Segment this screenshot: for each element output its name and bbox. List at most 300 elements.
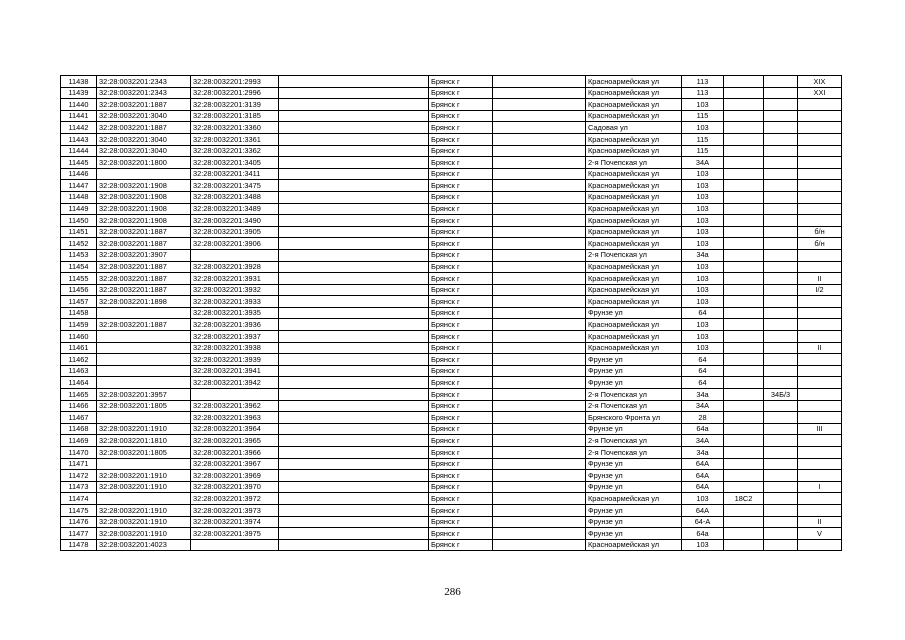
cell-row-number: 11457	[61, 296, 97, 308]
cell-corpus	[764, 539, 798, 551]
cell-empty-column	[279, 354, 429, 366]
cell-empty-column	[279, 389, 429, 401]
cell-city: Брянск г	[429, 76, 493, 88]
table-row	[61, 168, 842, 180]
cell-cadastral-number: 32:28:0032201:3969	[191, 470, 279, 482]
cell-building	[724, 319, 764, 331]
cell-corpus	[764, 203, 798, 215]
cell-corpus	[764, 76, 798, 88]
cell-street: Фрунзе ул	[586, 504, 682, 516]
cell-row-number: 11463	[61, 365, 97, 377]
cell-city: Брянск г	[429, 412, 493, 424]
cell-room-number	[798, 504, 842, 516]
cell-parent-cadastral-number	[97, 354, 191, 366]
table-row	[61, 400, 842, 412]
cell-house-number: 64а	[682, 528, 724, 540]
cell-house-number: 103	[682, 238, 724, 250]
cell-district	[493, 435, 586, 447]
table-row	[61, 87, 842, 99]
cell-building	[724, 400, 764, 412]
cell-city: Брянск г	[429, 481, 493, 493]
cell-parent-cadastral-number	[97, 307, 191, 319]
cell-city: Брянск г	[429, 423, 493, 435]
cell-parent-cadastral-number	[97, 412, 191, 424]
cell-corpus	[764, 238, 798, 250]
cell-district	[493, 157, 586, 169]
cell-district	[493, 365, 586, 377]
cell-house-number: 103	[682, 99, 724, 111]
cell-district	[493, 470, 586, 482]
cell-row-number: 11453	[61, 249, 97, 261]
cell-room-number	[798, 122, 842, 134]
cell-parent-cadastral-number: 32:28:0032201:1910	[97, 528, 191, 540]
cell-district	[493, 110, 586, 122]
cell-row-number: 11449	[61, 203, 97, 215]
cell-cadastral-number: 32:28:0032201:3937	[191, 331, 279, 343]
cell-district	[493, 331, 586, 343]
cell-street: Красноармейская ул	[586, 87, 682, 99]
cell-district	[493, 145, 586, 157]
cell-row-number: 11478	[61, 539, 97, 551]
cell-cadastral-number: 32:28:0032201:3933	[191, 296, 279, 308]
cell-room-number	[798, 458, 842, 470]
table-row	[61, 157, 842, 169]
cell-parent-cadastral-number: 32:28:0032201:1910	[97, 470, 191, 482]
cell-corpus	[764, 458, 798, 470]
cell-cadastral-number: 32:28:0032201:2996	[191, 87, 279, 99]
cell-parent-cadastral-number: 32:28:0032201:3040	[97, 145, 191, 157]
cell-street: Фрунзе ул	[586, 528, 682, 540]
cell-cadastral-number: 32:28:0032201:3361	[191, 133, 279, 145]
cell-cadastral-number: 32:28:0032201:3905	[191, 226, 279, 238]
cell-city: Брянск г	[429, 435, 493, 447]
cell-parent-cadastral-number: 32:28:0032201:1887	[97, 284, 191, 296]
cell-corpus	[764, 215, 798, 227]
cell-building	[724, 296, 764, 308]
cell-empty-column	[279, 273, 429, 285]
table-row	[61, 331, 842, 343]
cell-cadastral-number: 32:28:0032201:3185	[191, 110, 279, 122]
page-number: 286	[444, 586, 461, 598]
cell-house-number: 64А	[682, 458, 724, 470]
cell-district	[493, 307, 586, 319]
table-row	[61, 191, 842, 203]
cell-row-number: 11475	[61, 504, 97, 516]
cell-corpus	[764, 87, 798, 99]
cell-building	[724, 331, 764, 343]
cell-building	[724, 226, 764, 238]
cell-empty-column	[279, 481, 429, 493]
cell-row-number: 11451	[61, 226, 97, 238]
cell-room-number	[798, 191, 842, 203]
cell-city: Брянск г	[429, 226, 493, 238]
table-row	[61, 319, 842, 331]
cell-city: Брянск г	[429, 528, 493, 540]
cell-row-number: 11440	[61, 99, 97, 111]
cell-city: Брянск г	[429, 133, 493, 145]
cell-street: Брянского Фронта ул	[586, 412, 682, 424]
cell-street: Красноармейская ул	[586, 180, 682, 192]
cell-house-number: 103	[682, 273, 724, 285]
cell-district	[493, 342, 586, 354]
cell-corpus	[764, 122, 798, 134]
table-row	[61, 99, 842, 111]
cell-district	[493, 180, 586, 192]
table-row	[61, 342, 842, 354]
cell-building	[724, 133, 764, 145]
cell-room-number: II	[798, 273, 842, 285]
cell-district	[493, 215, 586, 227]
cell-district	[493, 122, 586, 134]
cell-city: Брянск г	[429, 331, 493, 343]
cell-city: Брянск г	[429, 354, 493, 366]
cell-city: Брянск г	[429, 365, 493, 377]
cell-building	[724, 238, 764, 250]
cell-building	[724, 354, 764, 366]
cell-corpus	[764, 307, 798, 319]
cell-street: Красноармейская ул	[586, 203, 682, 215]
cell-empty-column	[279, 99, 429, 111]
cell-parent-cadastral-number: 32:28:0032201:3040	[97, 133, 191, 145]
cell-house-number: 103	[682, 319, 724, 331]
cell-house-number: 34А	[682, 435, 724, 447]
cell-row-number: 11470	[61, 447, 97, 459]
table-row	[61, 261, 842, 273]
cell-parent-cadastral-number: 32:28:0032201:1805	[97, 400, 191, 412]
table-row	[61, 145, 842, 157]
cell-district	[493, 377, 586, 389]
cell-city: Брянск г	[429, 180, 493, 192]
cell-house-number: 103	[682, 180, 724, 192]
cell-street: Фрунзе ул	[586, 307, 682, 319]
cell-house-number: 115	[682, 133, 724, 145]
cell-district	[493, 168, 586, 180]
cell-district	[493, 226, 586, 238]
cell-corpus	[764, 191, 798, 203]
cell-room-number	[798, 203, 842, 215]
cell-corpus	[764, 296, 798, 308]
table-row	[61, 435, 842, 447]
cell-street: Садовая ул	[586, 122, 682, 134]
cell-empty-column	[279, 528, 429, 540]
cell-corpus	[764, 377, 798, 389]
cell-house-number: 103	[682, 261, 724, 273]
cell-street: Красноармейская ул	[586, 493, 682, 505]
cell-room-number	[798, 493, 842, 505]
cell-empty-column	[279, 238, 429, 250]
cell-cadastral-number: 32:28:0032201:3931	[191, 273, 279, 285]
cell-city: Брянск г	[429, 145, 493, 157]
cell-empty-column	[279, 122, 429, 134]
cell-building	[724, 273, 764, 285]
cell-corpus	[764, 365, 798, 377]
table-row	[61, 412, 842, 424]
cell-cadastral-number: 32:28:0032201:3966	[191, 447, 279, 459]
cell-street: 2-я Почепская ул	[586, 435, 682, 447]
table-row	[61, 354, 842, 366]
cell-cadastral-number: 32:28:0032201:3936	[191, 319, 279, 331]
cell-building	[724, 423, 764, 435]
cell-cadastral-number	[191, 539, 279, 551]
cell-building	[724, 342, 764, 354]
cell-parent-cadastral-number: 32:28:0032201:1910	[97, 516, 191, 528]
cell-empty-column	[279, 435, 429, 447]
cell-corpus	[764, 470, 798, 482]
cell-street: Красноармейская ул	[586, 76, 682, 88]
cell-house-number: 103	[682, 168, 724, 180]
cell-street: 2-я Почепская ул	[586, 249, 682, 261]
cell-cadastral-number	[191, 249, 279, 261]
cell-street: Красноармейская ул	[586, 99, 682, 111]
cell-street: Фрунзе ул	[586, 470, 682, 482]
cell-city: Брянск г	[429, 191, 493, 203]
cell-city: Брянск г	[429, 377, 493, 389]
cell-cadastral-number: 32:28:0032201:3964	[191, 423, 279, 435]
cell-cadastral-number: 32:28:0032201:3405	[191, 157, 279, 169]
cell-city: Брянск г	[429, 319, 493, 331]
cell-cadastral-number: 32:28:0032201:3970	[191, 481, 279, 493]
cell-corpus	[764, 99, 798, 111]
cell-building	[724, 528, 764, 540]
cell-street: Красноармейская ул	[586, 273, 682, 285]
cell-house-number: 28	[682, 412, 724, 424]
cell-corpus	[764, 145, 798, 157]
cell-street: Фрунзе ул	[586, 481, 682, 493]
cell-corpus	[764, 423, 798, 435]
cell-empty-column	[279, 342, 429, 354]
cell-room-number: III	[798, 423, 842, 435]
cell-city: Брянск г	[429, 249, 493, 261]
cell-row-number: 11452	[61, 238, 97, 250]
table-row	[61, 238, 842, 250]
cell-house-number: 64а	[682, 423, 724, 435]
cell-room-number: XXI	[798, 87, 842, 99]
cell-district	[493, 261, 586, 273]
cell-row-number: 11472	[61, 470, 97, 482]
table-row	[61, 458, 842, 470]
cell-city: Брянск г	[429, 122, 493, 134]
cell-cadastral-number: 32:28:0032201:3975	[191, 528, 279, 540]
cell-empty-column	[279, 180, 429, 192]
cell-empty-column	[279, 319, 429, 331]
cell-corpus	[764, 481, 798, 493]
cell-house-number: 103	[682, 493, 724, 505]
cell-parent-cadastral-number	[97, 331, 191, 343]
cell-district	[493, 76, 586, 88]
cell-room-number	[798, 389, 842, 401]
cell-parent-cadastral-number	[97, 365, 191, 377]
cell-empty-column	[279, 191, 429, 203]
cell-corpus	[764, 133, 798, 145]
cell-district	[493, 319, 586, 331]
cell-parent-cadastral-number: 32:28:0032201:1887	[97, 226, 191, 238]
cell-street: Красноармейская ул	[586, 539, 682, 551]
cell-empty-column	[279, 215, 429, 227]
cell-row-number: 11450	[61, 215, 97, 227]
cell-house-number: 34а	[682, 389, 724, 401]
cell-city: Брянск г	[429, 238, 493, 250]
cell-building	[724, 539, 764, 551]
cell-empty-column	[279, 539, 429, 551]
cell-building	[724, 504, 764, 516]
cell-street: Красноармейская ул	[586, 319, 682, 331]
cell-row-number: 11445	[61, 157, 97, 169]
cell-building	[724, 145, 764, 157]
cell-corpus	[764, 504, 798, 516]
cell-city: Брянск г	[429, 284, 493, 296]
table-row	[61, 273, 842, 285]
cell-row-number: 11459	[61, 319, 97, 331]
cell-row-number: 11462	[61, 354, 97, 366]
cell-empty-column	[279, 423, 429, 435]
cell-row-number: 11448	[61, 191, 97, 203]
cell-house-number: 103	[682, 226, 724, 238]
table-row	[61, 365, 842, 377]
cell-house-number: 64-А	[682, 516, 724, 528]
cell-empty-column	[279, 412, 429, 424]
cell-building	[724, 76, 764, 88]
cell-street: Красноармейская ул	[586, 226, 682, 238]
cell-building	[724, 215, 764, 227]
cell-row-number: 11439	[61, 87, 97, 99]
cell-row-number: 11441	[61, 110, 97, 122]
cell-corpus	[764, 319, 798, 331]
cell-street: Красноармейская ул	[586, 215, 682, 227]
cell-corpus	[764, 412, 798, 424]
cell-corpus	[764, 284, 798, 296]
cell-parent-cadastral-number: 32:28:0032201:1810	[97, 435, 191, 447]
cell-building	[724, 377, 764, 389]
cell-room-number	[798, 447, 842, 459]
cell-row-number: 11447	[61, 180, 97, 192]
cell-parent-cadastral-number: 32:28:0032201:3957	[97, 389, 191, 401]
cell-row-number: 11464	[61, 377, 97, 389]
cell-district	[493, 273, 586, 285]
cell-district	[493, 249, 586, 261]
cell-city: Брянск г	[429, 203, 493, 215]
cell-corpus	[764, 342, 798, 354]
cell-district	[493, 400, 586, 412]
table-row	[61, 203, 842, 215]
cell-house-number: 103	[682, 342, 724, 354]
cell-room-number	[798, 377, 842, 389]
cell-house-number: 64	[682, 377, 724, 389]
cell-building	[724, 203, 764, 215]
cell-street: Фрунзе ул	[586, 354, 682, 366]
cell-row-number: 11477	[61, 528, 97, 540]
cell-building	[724, 447, 764, 459]
cell-street: Фрунзе ул	[586, 365, 682, 377]
cell-cadastral-number: 32:28:0032201:3489	[191, 203, 279, 215]
cell-corpus	[764, 493, 798, 505]
cell-cadastral-number: 32:28:0032201:3475	[191, 180, 279, 192]
cell-room-number	[798, 365, 842, 377]
cell-room-number: II	[798, 342, 842, 354]
cell-corpus	[764, 354, 798, 366]
cell-city: Брянск г	[429, 516, 493, 528]
cell-street: Красноармейская ул	[586, 168, 682, 180]
cell-empty-column	[279, 87, 429, 99]
cell-district	[493, 412, 586, 424]
cell-parent-cadastral-number: 32:28:0032201:2343	[97, 87, 191, 99]
cell-street: Красноармейская ул	[586, 191, 682, 203]
cell-corpus	[764, 400, 798, 412]
cell-room-number	[798, 412, 842, 424]
cell-house-number: 103	[682, 284, 724, 296]
cell-city: Брянск г	[429, 458, 493, 470]
cell-parent-cadastral-number	[97, 458, 191, 470]
cell-cadastral-number: 32:28:0032201:3967	[191, 458, 279, 470]
cell-house-number: 64	[682, 307, 724, 319]
cell-city: Брянск г	[429, 168, 493, 180]
cell-parent-cadastral-number: 32:28:0032201:4023	[97, 539, 191, 551]
cell-street: Красноармейская ул	[586, 284, 682, 296]
cell-city: Брянск г	[429, 504, 493, 516]
cell-row-number: 11468	[61, 423, 97, 435]
cell-street: Фрунзе ул	[586, 377, 682, 389]
cell-row-number: 11438	[61, 76, 97, 88]
cell-row-number: 11458	[61, 307, 97, 319]
cell-parent-cadastral-number: 32:28:0032201:1887	[97, 261, 191, 273]
cell-cadastral-number: 32:28:0032201:3362	[191, 145, 279, 157]
cell-parent-cadastral-number	[97, 168, 191, 180]
cell-house-number: 34А	[682, 400, 724, 412]
cell-building	[724, 180, 764, 192]
cell-house-number: 34а	[682, 447, 724, 459]
cell-city: Брянск г	[429, 539, 493, 551]
cell-district	[493, 284, 586, 296]
cell-room-number	[798, 470, 842, 482]
cell-district	[493, 203, 586, 215]
cell-empty-column	[279, 458, 429, 470]
cell-empty-column	[279, 203, 429, 215]
cell-parent-cadastral-number: 32:28:0032201:1805	[97, 447, 191, 459]
table-row	[61, 493, 842, 505]
table-row	[61, 539, 842, 551]
cell-house-number: 34А	[682, 157, 724, 169]
cell-building	[724, 481, 764, 493]
cell-corpus	[764, 528, 798, 540]
cell-city: Брянск г	[429, 307, 493, 319]
cell-district	[493, 389, 586, 401]
cell-empty-column	[279, 296, 429, 308]
cell-empty-column	[279, 377, 429, 389]
cell-cadastral-number: 32:28:0032201:3139	[191, 99, 279, 111]
cell-building	[724, 412, 764, 424]
cell-district	[493, 238, 586, 250]
cell-district	[493, 99, 586, 111]
cell-empty-column	[279, 168, 429, 180]
cell-room-number	[798, 307, 842, 319]
cell-row-number: 11455	[61, 273, 97, 285]
cell-cadastral-number: 32:28:0032201:3490	[191, 215, 279, 227]
cell-street: Красноармейская ул	[586, 238, 682, 250]
cell-cadastral-number: 32:28:0032201:3488	[191, 191, 279, 203]
table-row	[61, 423, 842, 435]
cell-room-number	[798, 180, 842, 192]
table-row	[61, 447, 842, 459]
cell-building	[724, 435, 764, 447]
cell-parent-cadastral-number: 32:28:0032201:1908	[97, 215, 191, 227]
cell-house-number: 103	[682, 122, 724, 134]
cell-row-number: 11465	[61, 389, 97, 401]
cell-room-number	[798, 215, 842, 227]
cell-district	[493, 493, 586, 505]
cell-parent-cadastral-number: 32:28:0032201:1887	[97, 273, 191, 285]
cell-room-number	[798, 157, 842, 169]
cell-row-number: 11469	[61, 435, 97, 447]
table-row	[61, 110, 842, 122]
